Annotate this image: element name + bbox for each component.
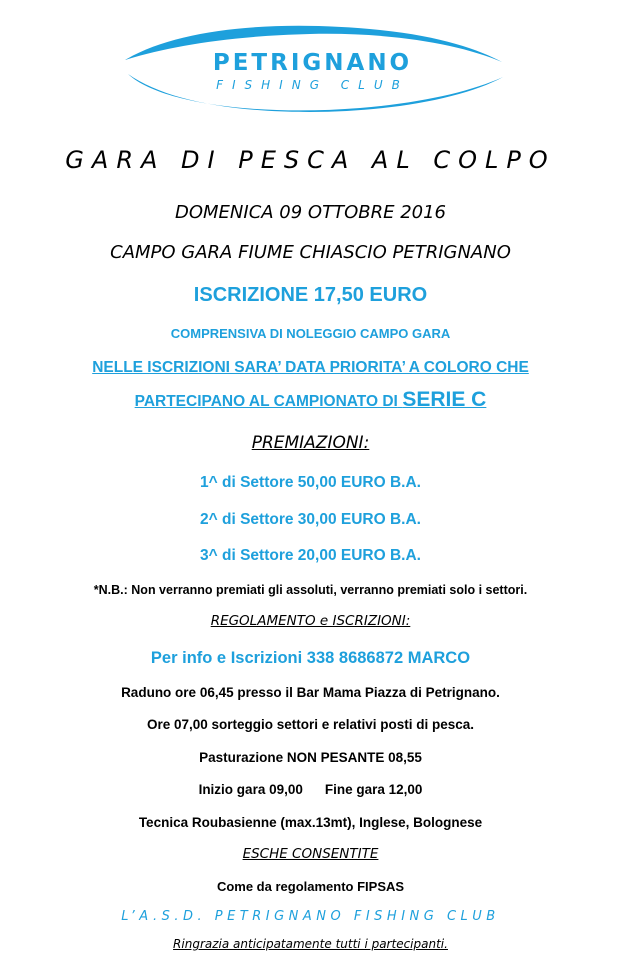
fee-note: COMPRENSIVA DI NOLEGGIO CAMPO GARA bbox=[170, 326, 451, 341]
prizes-note: *N.B.: Non verranno premiati gli assoluti, verranno premiati solo i settori. bbox=[93, 583, 528, 597]
contact-info: Per info e Iscrizioni 338 8686872 MARCO bbox=[150, 649, 471, 667]
rules-line: Ore 07,00 sorteggio settori e relativi posti di pesca. bbox=[146, 717, 475, 732]
event-title: GARA DI PESCA AL COLPO bbox=[65, 146, 556, 174]
race-end: Fine gara 12,00 bbox=[324, 782, 423, 797]
prize-item: 1^ di Settore 50,00 EURO B.A. bbox=[200, 474, 421, 491]
logo-main-text: PETRIGNANO bbox=[212, 50, 413, 76]
bait-heading: ESCHE CONSENTITE bbox=[242, 846, 379, 862]
logo-sub-text: FISHING CLUB bbox=[216, 78, 409, 92]
logo bbox=[120, 22, 505, 117]
prize-item: 3^ di Settore 20,00 EURO B.A. bbox=[200, 547, 421, 564]
priority-line-2-text: PARTECIPANO AL CAMPIONATO DI bbox=[134, 393, 398, 410]
prize-item: 2^ di Settore 30,00 EURO B.A. bbox=[200, 511, 421, 528]
rules-line: Pasturazione NON PESANTE 08,55 bbox=[199, 750, 422, 765]
rules-heading: REGOLAMENTO e ISCRIZIONI: bbox=[210, 613, 411, 629]
race-start: Inizio gara 09,00 bbox=[198, 782, 303, 797]
event-location: CAMPO GARA FIUME CHIASCIO PETRIGNANO bbox=[110, 242, 511, 263]
priority-line-1: NELLE ISCRIZIONI SARA’ DATA PRIORITA’ A COLORO CHE bbox=[92, 359, 529, 376]
footer-thanks: Ringrazia anticipatamente tutti i partecipanti. bbox=[173, 937, 448, 951]
bait-text: Come da regolamento FIPSAS bbox=[216, 879, 405, 894]
priority-line-2 bbox=[0, 388, 621, 412]
race-times bbox=[0, 782, 621, 797]
registration-fee: ISCRIZIONE 17,50 EURO bbox=[193, 284, 428, 306]
series-highlight: SERIE C bbox=[402, 388, 487, 411]
technique: Tecnica Roubasienne (max.13mt), Inglese, Bolognese bbox=[138, 815, 483, 830]
footer-club: L’A.S.D. PETRIGNANO FISHING CLUB bbox=[121, 909, 500, 924]
prizes-heading: PREMIAZIONI: bbox=[251, 433, 370, 453]
rules-line: Raduno ore 06,45 presso il Bar Mama Piazza di Petrignano. bbox=[121, 685, 500, 700]
event-date: DOMENICA 09 OTTOBRE 2016 bbox=[174, 202, 447, 223]
